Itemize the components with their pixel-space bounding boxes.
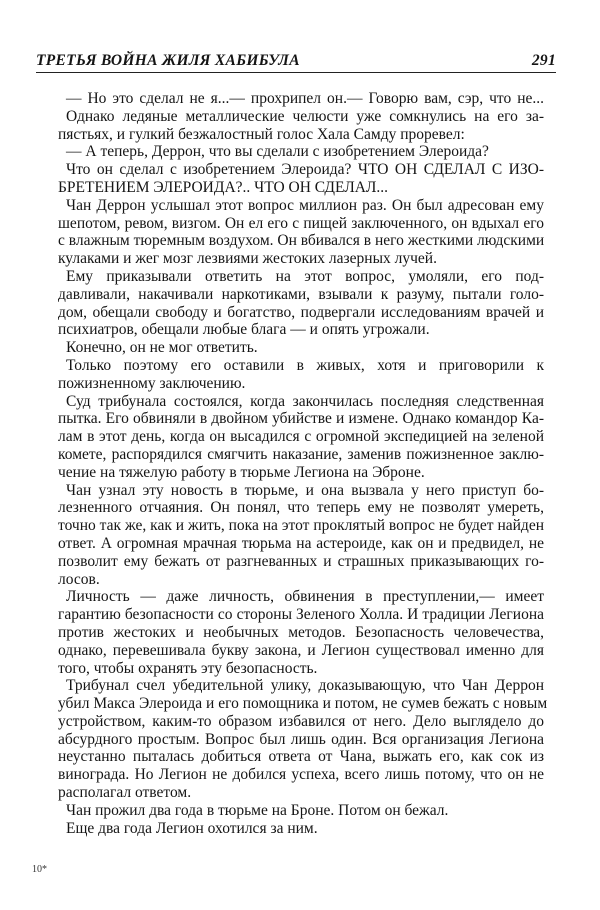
text-line: Личность — даже личность, обвинения в преступлении,— имеет bbox=[66, 588, 544, 606]
text-line: против жестоких и необычных методов. Безопасность человечества, bbox=[58, 623, 544, 641]
text-line: давливали, накачивали наркотиками, взывали к разуму, пытали голо- bbox=[58, 285, 544, 303]
text-line: располагал ответом. bbox=[58, 784, 192, 802]
text-line: дом, обещали свободу и богатство, подвергали исследованиям врачей и bbox=[58, 303, 544, 321]
text-line: с влажным тюремным воздухом. Он вбивался в него жесткими людскими bbox=[58, 232, 545, 250]
text-line: Трибунал счел убедительной улику, доказывающую, что Чан Деррон bbox=[66, 677, 544, 695]
paragraph bbox=[58, 802, 544, 820]
paragraph bbox=[58, 482, 544, 589]
text-line: абсурдного простым. Вопрос был лишь один. Вся организация Легиона bbox=[58, 730, 544, 748]
text-line: — Но это сделал не я...— прохрипел он.— Говорю вам, сэр, что не... bbox=[66, 90, 544, 107]
text-line: шепотом, ревом, визгом. Он ел его с пищей заключенного, он вдыхал его bbox=[58, 214, 544, 232]
paragraph bbox=[58, 197, 544, 268]
paragraph bbox=[58, 90, 544, 108]
text-line: Что он сделал с изобретением Элероида? ЧТО ОН СДЕЛАЛ С ИЗО- bbox=[66, 161, 544, 179]
running-header bbox=[36, 48, 556, 73]
paragraph bbox=[58, 588, 544, 677]
text-line: Конечно, он не мог ответить. bbox=[66, 339, 258, 357]
text-line: Ему приказывали ответить на этот вопрос, умоляли, его под- bbox=[66, 267, 544, 285]
text-line: пожизненному заключению. bbox=[58, 374, 246, 392]
paragraph bbox=[58, 677, 548, 802]
text-line: ответ. А огромная мрачная тюрьма на астероиде, как он и предвидел, не bbox=[58, 534, 544, 552]
paragraph bbox=[58, 820, 544, 838]
text-line: пытка. Его обвиняли в двойном убийстве и измене. Однако командор Ка- bbox=[58, 410, 544, 428]
text-line: комете, распорядился смягчить наказание, заменив пожизненное заклю- bbox=[58, 445, 544, 463]
text-line: лосов. bbox=[58, 570, 100, 588]
body-text bbox=[58, 90, 548, 837]
text-line: устройством, каким-то образом избавился от него. Дело выглядело до bbox=[58, 712, 544, 730]
paragraph bbox=[58, 393, 544, 482]
text-line: кулаками и жег мозг лезвиями жестоких лазерных лучей. bbox=[58, 250, 437, 268]
text-line: Еще два года Легион охотился за ним. bbox=[66, 819, 318, 837]
text-line: гарантию безопасности со стороны Зеленого Холла. И традиции Легиона bbox=[58, 606, 544, 624]
paragraph bbox=[58, 357, 544, 393]
page-number: 291 bbox=[531, 52, 556, 69]
paragraph bbox=[58, 108, 544, 144]
text-line: того, чтобы охранять эту безопасность. bbox=[58, 659, 318, 677]
text-line: Чан Деррон услышал этот вопрос миллион раз. Он был адресован ему bbox=[66, 196, 544, 214]
text-line: Однако ледяные металлические челюсти уже сомкнулись на его за- bbox=[66, 107, 544, 125]
paragraph bbox=[58, 339, 544, 357]
text-line: неустанно пыталась добиться ответа от Чана, выжать его, как сок из bbox=[58, 748, 544, 766]
text-line: однако, перевешивала букву закона, и Легион существовал именно для bbox=[58, 641, 544, 659]
text-line: точно так же, как и жить, пока на этот проклятый вопрос не будет найден bbox=[58, 517, 544, 535]
signature-mark: 10* bbox=[32, 864, 47, 875]
text-line: пястьях, и гулкий безжалостный голос Хала Самду проревел: bbox=[58, 125, 465, 143]
paragraph bbox=[58, 268, 544, 339]
chapter-title: ТРЕТЬЯ ВОЙНА ЖИЛЯ ХАБИБУЛА bbox=[36, 52, 300, 69]
paragraph bbox=[58, 161, 544, 197]
text-line: Только поэтому его оставили в живых, хотя и приговорили к bbox=[66, 356, 544, 374]
text-line: лам в этот день, когда он высадился с огромной экспедицией на зеленой bbox=[58, 428, 544, 446]
text-line: лезненного отчаяния. Он понял, что теперь ему не позволят умереть, bbox=[58, 499, 544, 517]
text-line: позволит ему бежать от разгневанных и страшных приказывающих го- bbox=[58, 552, 544, 570]
text-line: чение на тяжелую работу в тюрьме Легиона на Эброне. bbox=[58, 463, 425, 481]
text-line: Суд трибунала состоялся, когда закончилась последняя следственная bbox=[66, 392, 544, 410]
text-line: Чан прожил два года в тюрьме на Броне. Потом он бежал. bbox=[66, 801, 449, 819]
text-line: винограда. Но Легион не добился успеха, всего лишь потому, что он не bbox=[58, 766, 544, 784]
text-line: психиатров, обещали любые блага — и опять угрожали. bbox=[58, 321, 430, 339]
text-line: Чан узнал эту новость в тюрьме, и она вызвала у него приступ бо- bbox=[66, 481, 544, 499]
paragraph bbox=[58, 143, 544, 161]
text-line: — А теперь, Деррон, что вы сделали с изобретением Элероида? bbox=[66, 143, 489, 161]
text-line: убил Макса Элероида и его помощника и потом, не сумев бежать с новым bbox=[58, 695, 548, 713]
text-line: БРЕТЕНИЕМ ЭЛЕРОИДА?.. ЧТО ОН СДЕЛАЛ... bbox=[58, 178, 389, 196]
